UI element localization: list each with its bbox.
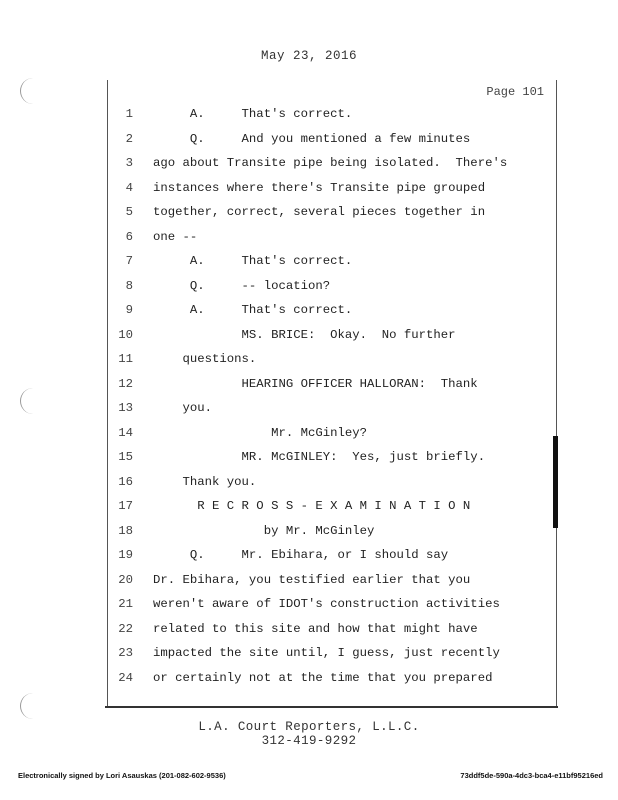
line-text: Q. -- location?	[153, 278, 331, 293]
line-number: 4	[125, 180, 133, 195]
transcript-line	[0, 641, 618, 665]
transcript-line	[0, 298, 618, 322]
line-number: 3	[125, 156, 133, 170]
line-number: 2	[125, 131, 133, 146]
line-number: 5	[125, 205, 133, 219]
line-number: 6	[125, 229, 133, 244]
line-number: 15	[118, 450, 133, 464]
line-number: 22	[118, 621, 133, 636]
line-number: 24	[118, 670, 133, 685]
line-text: Mr. McGinley?	[153, 425, 368, 440]
line-number: 10	[118, 327, 133, 342]
line-text: Thank you.	[153, 474, 257, 489]
line-number: 7	[125, 254, 133, 268]
line-number: 18	[118, 523, 133, 538]
transcript-line	[0, 445, 618, 469]
transcript-line	[0, 519, 618, 543]
line-text: A. That's correct.	[153, 107, 353, 121]
transcript-line	[0, 151, 618, 175]
line-number: 23	[118, 646, 133, 660]
transcript-date: May 23, 2016	[260, 49, 357, 63]
transcript-line	[0, 494, 618, 518]
transcript-line	[0, 592, 618, 616]
transcript-line	[0, 176, 618, 200]
reporter-company: L.A. Court Reporters, L.L.C.	[198, 720, 420, 734]
line-text: you.	[153, 401, 213, 415]
line-text: HEARING OFFICER HALLORAN: Thank	[153, 376, 478, 391]
line-number: 19	[118, 548, 133, 562]
line-text: Q. Mr. Ebihara, or I should say	[153, 548, 449, 562]
document-hash: 73ddf5de-590a-4dc3-bca4-e11bf95216ed	[460, 771, 603, 780]
transcript-line	[0, 323, 618, 347]
transcript-line	[0, 666, 618, 690]
transcript-line	[0, 470, 618, 494]
line-text: by Mr. McGinley	[153, 523, 375, 538]
transcript-line	[0, 127, 618, 151]
line-number: 16	[118, 474, 133, 489]
line-text: R E C R O S S - E X A M I N A T I O N	[153, 499, 471, 513]
line-text: A. That's correct.	[153, 303, 353, 317]
transcript-line	[0, 568, 618, 592]
line-text: instances where there's Transite pipe grouped	[153, 180, 486, 195]
transcript-page-bottom-rule	[105, 706, 558, 708]
line-text: MR. McGINLEY: Yes, just briefly.	[153, 450, 486, 464]
line-text: ago about Transite pipe being isolated. There's	[153, 156, 508, 170]
line-text: related to this site and how that might have	[153, 621, 478, 636]
punch-hole-bottom	[20, 693, 39, 719]
electronic-signature-note: Electronically signed by Lori Asauskas (201-082-602-9536)	[18, 771, 226, 780]
transcript-line	[0, 617, 618, 641]
transcript-line	[0, 347, 618, 371]
line-text: or certainly not at the time that you prepared	[153, 670, 493, 685]
punch-hole-top	[20, 78, 39, 104]
transcript-line	[0, 543, 618, 567]
line-number: 9	[125, 303, 133, 317]
line-number: 21	[118, 597, 133, 611]
line-number: 13	[118, 401, 133, 415]
line-number: 20	[118, 572, 133, 587]
line-number: 1	[125, 107, 133, 121]
transcript-line	[0, 372, 618, 396]
line-text: impacted the site until, I guess, just recently	[153, 646, 500, 660]
line-number: 17	[118, 499, 133, 513]
transcript-line	[0, 200, 618, 224]
line-number: 8	[125, 278, 133, 293]
line-number: 12	[118, 376, 133, 391]
line-number: 11	[118, 352, 133, 366]
page-number: Page 101	[486, 85, 544, 99]
line-text: Dr. Ebihara, you testified earlier that you	[153, 572, 471, 587]
margin-marker-bar	[553, 436, 558, 528]
transcript-line	[0, 102, 618, 126]
line-text: Q. And you mentioned a few minutes	[153, 131, 471, 146]
line-text: weren't aware of IDOT's construction activities	[153, 597, 500, 611]
transcript-line	[0, 421, 618, 445]
transcript-line	[0, 249, 618, 273]
transcript-line	[0, 396, 618, 420]
transcript-line	[0, 225, 618, 249]
line-text: MS. BRICE: Okay. No further	[153, 327, 456, 342]
line-text: one --	[153, 229, 198, 244]
transcript-line	[0, 274, 618, 298]
reporter-phone: 312-419-9292	[261, 734, 357, 748]
line-text: together, correct, several pieces together in	[153, 205, 486, 219]
line-text: A. That's correct.	[153, 254, 353, 268]
line-text: questions.	[153, 352, 257, 366]
line-number: 14	[118, 425, 133, 440]
